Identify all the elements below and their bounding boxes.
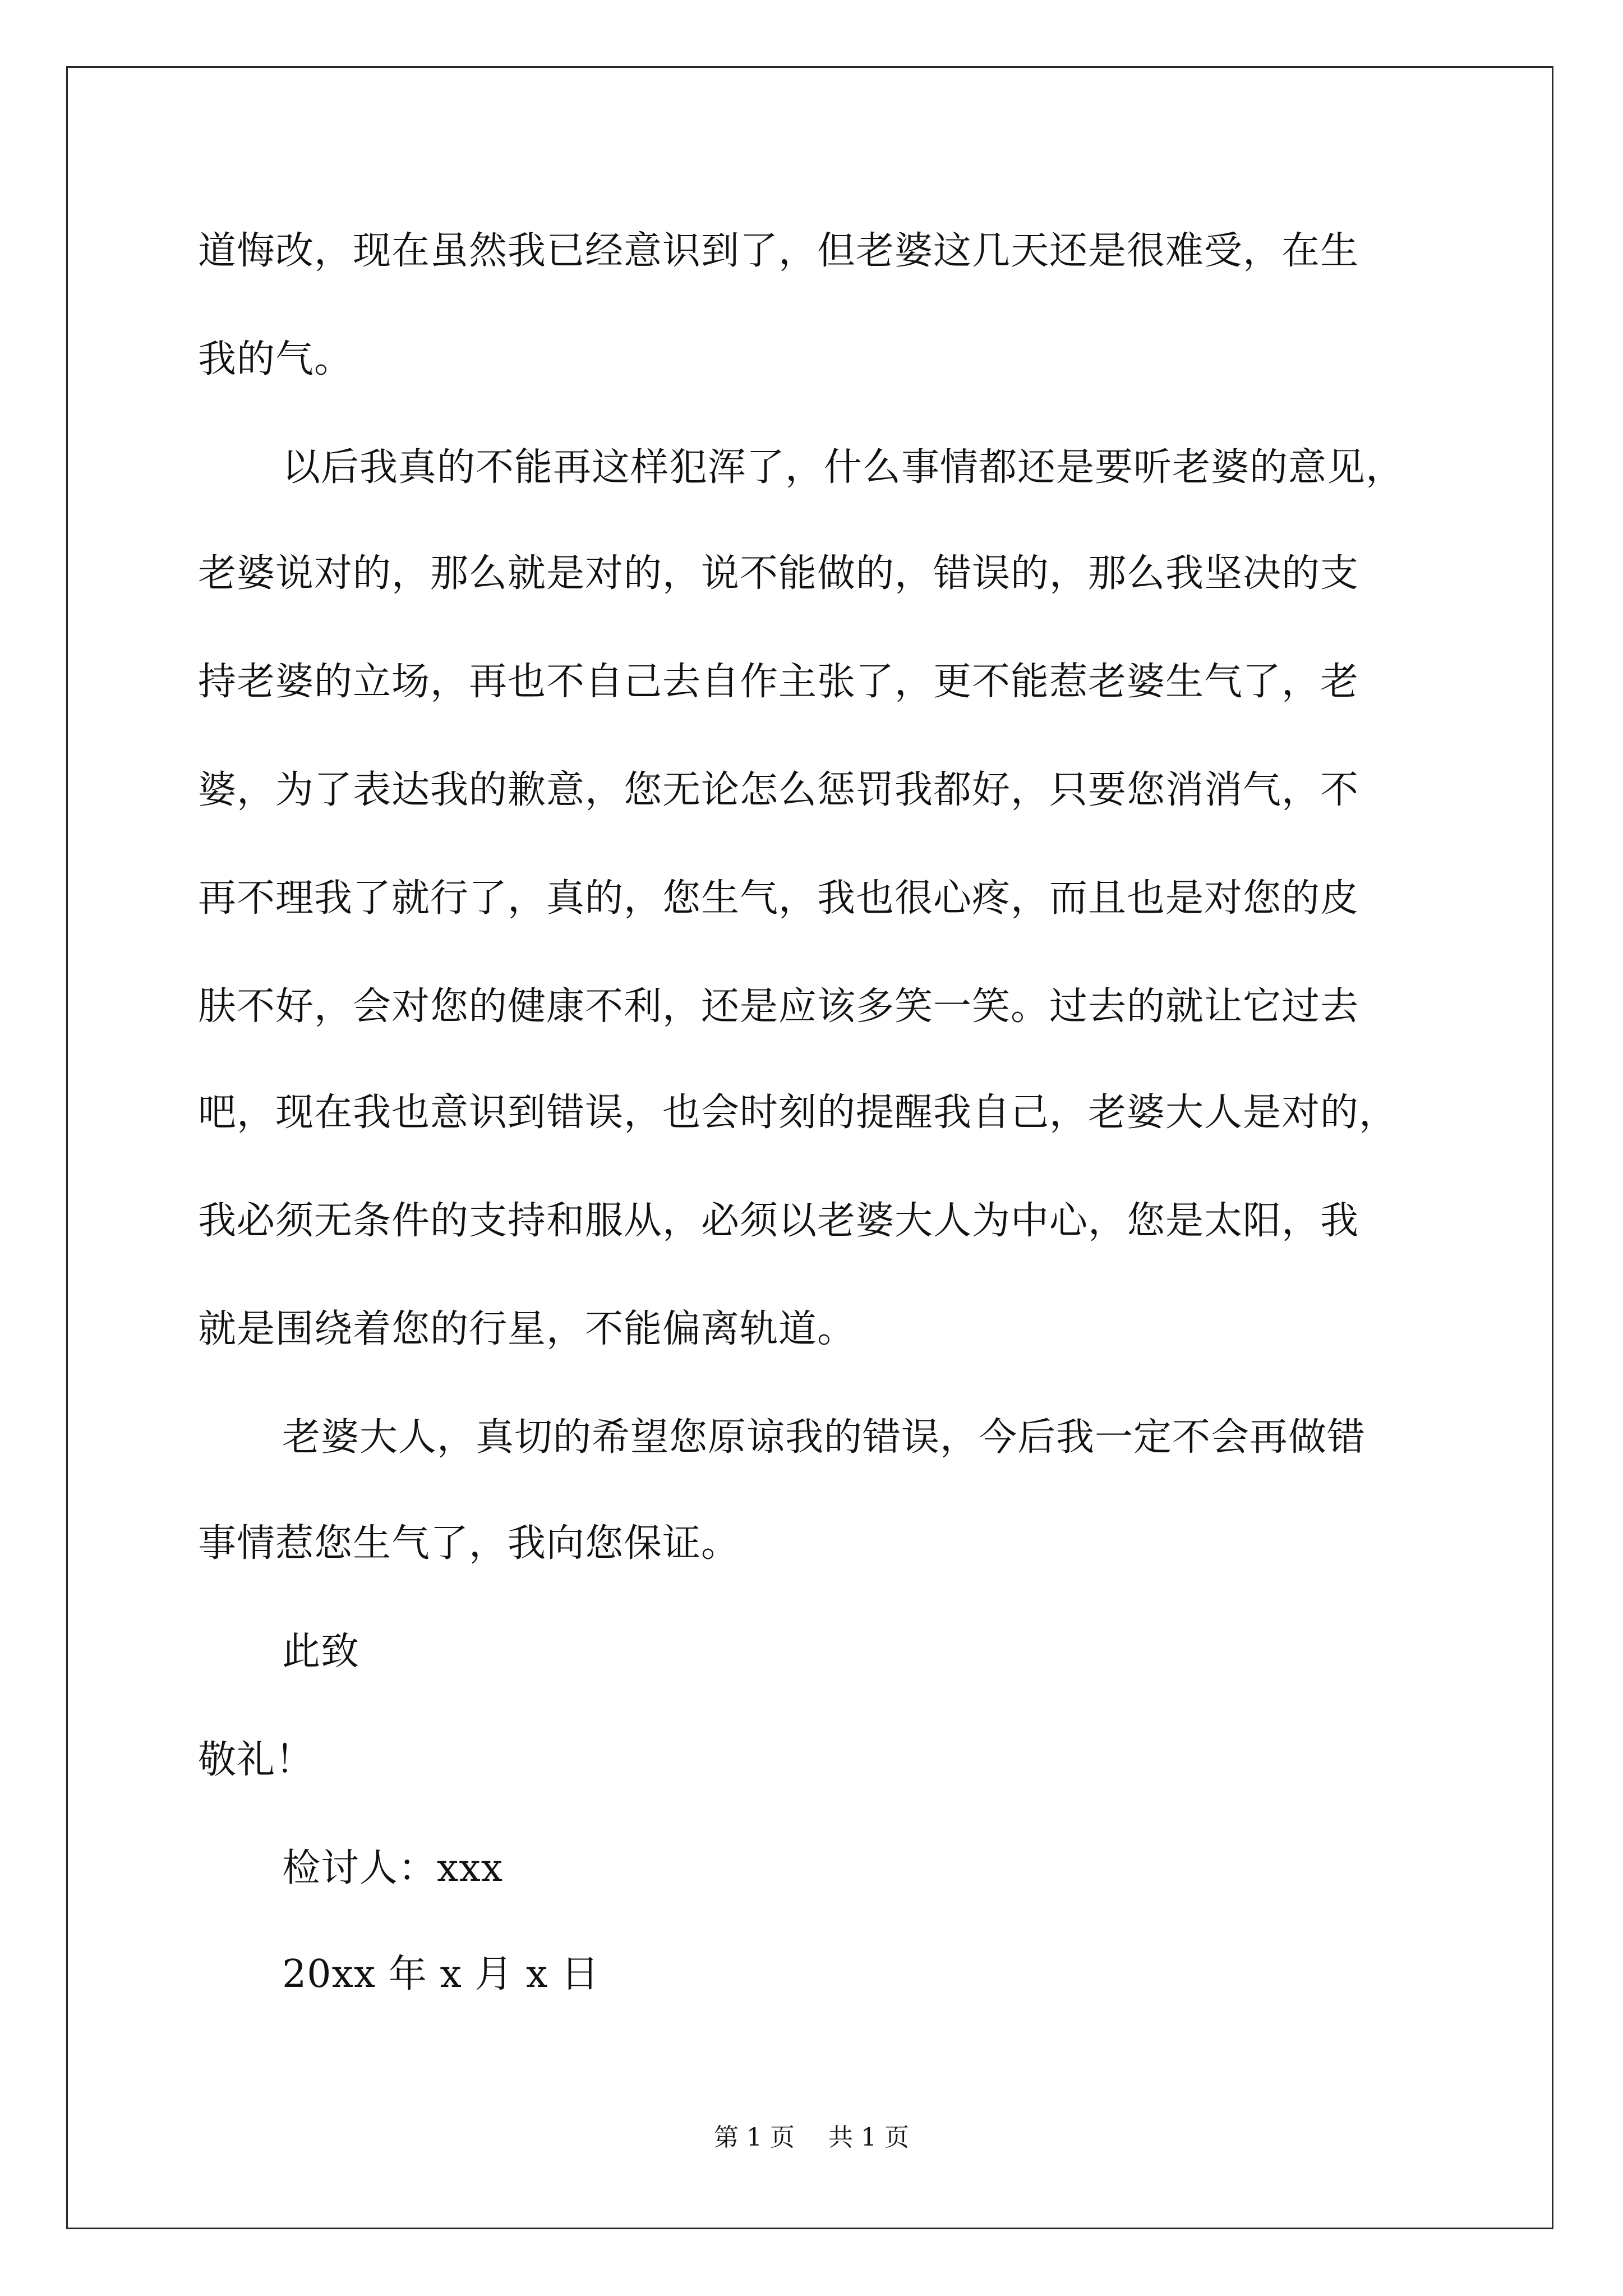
text-line-13: 事情惹您生气了，我向您保证。 bbox=[198, 1521, 740, 1566]
text-line-8: 肤不好，会对您的健康不利，还是应该多笑一笑。过去的就让它过去 bbox=[198, 984, 1359, 1029]
text-line-1: 道悔改，现在虽然我已经意识到了，但老婆这几天还是很难受，在生 bbox=[198, 229, 1359, 273]
text-line-6: 婆，为了表达我的歉意，您无论怎么惩罚我都好，只要您消消气，不 bbox=[198, 768, 1359, 812]
text-line-7: 再不理我了就行了，真的，您生气，我也很心疼，而且也是对您的皮 bbox=[198, 876, 1359, 921]
text-line-10: 我必须无条件的支持和服从，必须以老婆大人为中心，您是太阳，我 bbox=[198, 1199, 1359, 1243]
text-line-5: 持老婆的立场，再也不自己去自作主张了，更不能惹老婆生气了，老 bbox=[198, 660, 1359, 704]
text-line-2: 我的气。 bbox=[198, 337, 353, 381]
page-frame bbox=[66, 66, 1553, 2229]
page-number: 第 1 页 bbox=[714, 2123, 795, 2152]
page-total: 共 1 页 bbox=[828, 2123, 909, 2152]
text-line-3: 以后我真的不能再这样犯浑了，什么事情都还是要听老婆的意见， bbox=[282, 445, 1405, 490]
date-line: 20xx 年 x 月 x 日 bbox=[282, 1952, 600, 1996]
salutation-regards: 敬礼！ bbox=[198, 1738, 315, 1782]
salutation-closing: 此致 bbox=[282, 1630, 360, 1674]
text-line-9: 吧，现在我也意识到错误，也会时刻的提醒我自己，老婆大人是对的， bbox=[198, 1091, 1398, 1135]
text-line-4: 老婆说对的，那么就是对的，说不能做的，错误的，那么我坚决的支 bbox=[198, 551, 1359, 596]
text-line-11: 就是围绕着您的行星，不能偏离轨道。 bbox=[198, 1307, 856, 1351]
signature-line: 检讨人：xxx bbox=[282, 1846, 504, 1890]
text-line-12: 老婆大人，真切的希望您原谅我的错误，今后我一定不会再做错 bbox=[282, 1415, 1366, 1460]
page-footer bbox=[0, 2124, 1623, 2152]
